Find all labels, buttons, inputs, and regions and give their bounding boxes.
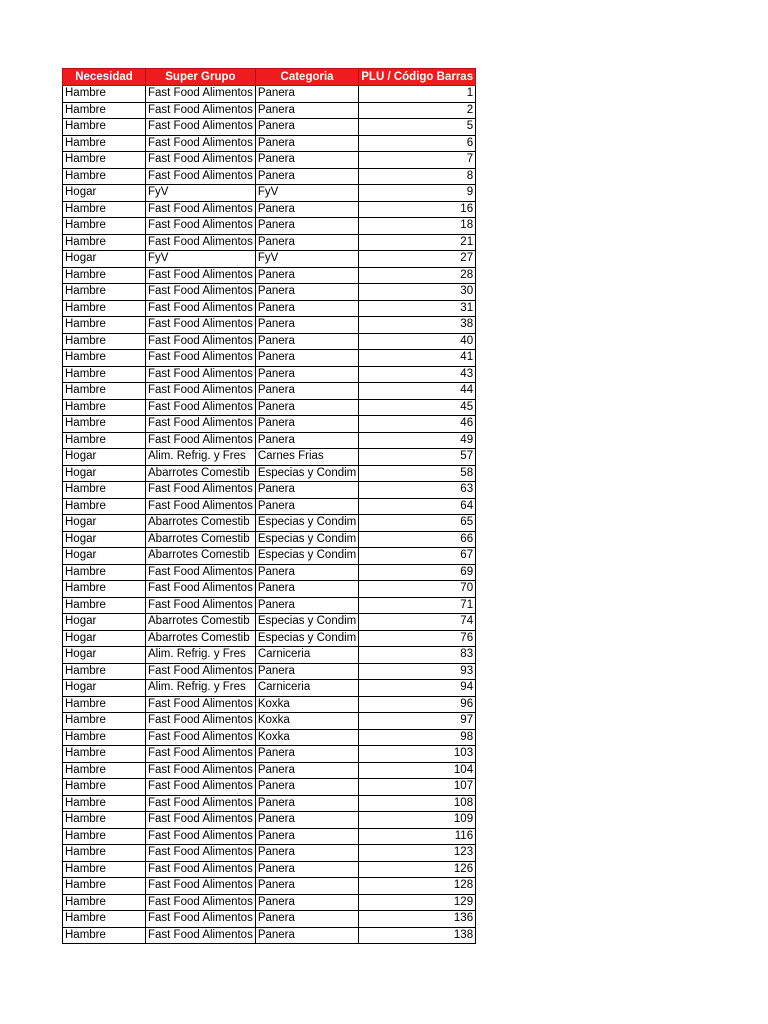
table-row (63, 828, 476, 845)
cell-super-grupo[interactable]: Abarrotes Comestib (146, 614, 256, 631)
cell-super-grupo[interactable]: Fast Food Alimentos (146, 597, 256, 614)
cell-plu[interactable]: 76 (359, 630, 476, 647)
cell-necesidad[interactable]: Hambre (63, 86, 146, 103)
table-row (63, 449, 476, 466)
cell-categoria[interactable]: Panera (255, 746, 358, 763)
table-row (63, 102, 476, 119)
table-row (63, 300, 476, 317)
cell-categoria[interactable]: Panera (255, 878, 358, 895)
cell-plu[interactable]: 71 (359, 597, 476, 614)
cell-categoria[interactable]: Panera (255, 399, 358, 416)
cell-necesidad[interactable]: Hambre (63, 696, 146, 713)
cell-plu[interactable]: 126 (359, 861, 476, 878)
cell-categoria[interactable]: Panera (255, 828, 358, 845)
cell-super-grupo[interactable]: Fast Food Alimentos (146, 779, 256, 796)
cell-necesidad[interactable]: Hogar (63, 548, 146, 565)
cell-super-grupo[interactable]: Abarrotes Comestib (146, 465, 256, 482)
cell-categoria[interactable]: Especias y Condim (255, 531, 358, 548)
cell-plu[interactable]: 45 (359, 399, 476, 416)
cell-plu[interactable]: 58 (359, 465, 476, 482)
cell-super-grupo[interactable]: Fast Food Alimentos (146, 696, 256, 713)
cell-categoria[interactable]: Panera (255, 350, 358, 367)
cell-plu[interactable]: 31 (359, 300, 476, 317)
cell-categoria[interactable]: Especias y Condim (255, 630, 358, 647)
cell-super-grupo[interactable]: Fast Food Alimentos (146, 878, 256, 895)
cell-necesidad[interactable]: Hambre (63, 350, 146, 367)
cell-super-grupo[interactable]: Fast Food Alimentos (146, 234, 256, 251)
cell-super-grupo[interactable]: Fast Food Alimentos (146, 894, 256, 911)
cell-super-grupo[interactable]: Fast Food Alimentos (146, 399, 256, 416)
table-row (63, 548, 476, 565)
cell-plu[interactable]: 138 (359, 927, 476, 944)
cell-necesidad[interactable]: Hambre (63, 845, 146, 862)
table-row (63, 515, 476, 532)
cell-necesidad[interactable]: Hogar (63, 465, 146, 482)
cell-necesidad[interactable]: Hogar (63, 185, 146, 202)
cell-necesidad[interactable]: Hambre (63, 218, 146, 235)
table-row (63, 366, 476, 383)
table-row (63, 498, 476, 515)
cell-super-grupo[interactable]: Fast Food Alimentos (146, 383, 256, 400)
table-row (63, 861, 476, 878)
cell-categoria[interactable]: Panera (255, 482, 358, 499)
cell-necesidad[interactable]: Hambre (63, 399, 146, 416)
cell-plu[interactable]: 2 (359, 102, 476, 119)
cell-super-grupo[interactable]: Fast Food Alimentos (146, 366, 256, 383)
cell-necesidad[interactable]: Hambre (63, 498, 146, 515)
cell-necesidad[interactable]: Hambre (63, 894, 146, 911)
table-row (63, 234, 476, 251)
cell-super-grupo[interactable]: Fast Food Alimentos (146, 168, 256, 185)
cell-plu[interactable]: 98 (359, 729, 476, 746)
cell-categoria[interactable]: Carniceria (255, 680, 358, 697)
cell-categoria[interactable]: FyV (255, 185, 358, 202)
cell-categoria[interactable]: Especias y Condim (255, 515, 358, 532)
cell-super-grupo[interactable]: Fast Food Alimentos (146, 713, 256, 730)
cell-super-grupo[interactable]: Fast Food Alimentos (146, 135, 256, 152)
table-row (63, 680, 476, 697)
cell-categoria[interactable]: Panera (255, 168, 358, 185)
table-row (63, 845, 476, 862)
cell-categoria[interactable]: Panera (255, 812, 358, 829)
table-row (63, 201, 476, 218)
cell-plu[interactable]: 104 (359, 762, 476, 779)
cell-plu[interactable]: 96 (359, 696, 476, 713)
cell-plu[interactable]: 70 (359, 581, 476, 598)
header-super-grupo[interactable]: Super Grupo (146, 69, 256, 86)
cell-plu[interactable]: 64 (359, 498, 476, 515)
cell-plu[interactable]: 67 (359, 548, 476, 565)
cell-super-grupo[interactable]: Fast Food Alimentos (146, 102, 256, 119)
cell-plu[interactable]: 7 (359, 152, 476, 169)
cell-categoria[interactable]: Panera (255, 861, 358, 878)
cell-categoria[interactable]: Panera (255, 894, 358, 911)
cell-plu[interactable]: 8 (359, 168, 476, 185)
cell-plu[interactable]: 1 (359, 86, 476, 103)
cell-categoria[interactable]: Carnes Frias (255, 449, 358, 466)
cell-necesidad[interactable]: Hambre (63, 927, 146, 944)
cell-necesidad[interactable]: Hambre (63, 119, 146, 136)
table-row (63, 168, 476, 185)
cell-categoria[interactable]: Panera (255, 333, 358, 350)
cell-categoria[interactable]: Panera (255, 152, 358, 169)
table-row (63, 399, 476, 416)
cell-super-grupo[interactable]: Abarrotes Comestib (146, 548, 256, 565)
cell-plu[interactable]: 108 (359, 795, 476, 812)
cell-categoria[interactable]: Panera (255, 119, 358, 136)
cell-plu[interactable]: 136 (359, 911, 476, 928)
cell-super-grupo[interactable]: Fast Food Alimentos (146, 201, 256, 218)
cell-necesidad[interactable]: Hambre (63, 284, 146, 301)
table-row (63, 86, 476, 103)
table-row (63, 284, 476, 301)
cell-categoria[interactable]: FyV (255, 251, 358, 268)
cell-plu[interactable]: 16 (359, 201, 476, 218)
cell-plu[interactable]: 5 (359, 119, 476, 136)
table-row (63, 581, 476, 598)
cell-necesidad[interactable]: Hambre (63, 861, 146, 878)
cell-plu[interactable]: 41 (359, 350, 476, 367)
cell-categoria[interactable]: Panera (255, 795, 358, 812)
table-row (63, 762, 476, 779)
spreadsheet-table (62, 68, 476, 944)
header-plu-codigo-barras[interactable]: PLU / Código Barras (359, 69, 476, 86)
cell-necesidad[interactable]: Hogar (63, 449, 146, 466)
header-necesidad[interactable]: Necesidad (63, 69, 146, 86)
table-row (63, 152, 476, 169)
table-row (63, 119, 476, 136)
header-categoria[interactable]: Categoria (255, 69, 358, 86)
cell-plu[interactable]: 69 (359, 564, 476, 581)
cell-necesidad[interactable]: Hambre (63, 663, 146, 680)
cell-plu[interactable]: 6 (359, 135, 476, 152)
cell-super-grupo[interactable]: Fast Food Alimentos (146, 746, 256, 763)
cell-super-grupo[interactable]: Fast Food Alimentos (146, 812, 256, 829)
cell-categoria[interactable]: Panera (255, 234, 358, 251)
table-row (63, 333, 476, 350)
cell-plu[interactable]: 30 (359, 284, 476, 301)
cell-plu[interactable]: 27 (359, 251, 476, 268)
cell-plu[interactable]: 38 (359, 317, 476, 334)
cell-categoria[interactable]: Panera (255, 383, 358, 400)
cell-necesidad[interactable]: Hogar (63, 630, 146, 647)
table-row (63, 746, 476, 763)
cell-plu[interactable]: 43 (359, 366, 476, 383)
cell-categoria[interactable]: Panera (255, 845, 358, 862)
table-row (63, 812, 476, 829)
table-row (63, 630, 476, 647)
cell-categoria[interactable]: Panera (255, 284, 358, 301)
cell-categoria[interactable]: Panera (255, 218, 358, 235)
cell-necesidad[interactable]: Hambre (63, 267, 146, 284)
cell-necesidad[interactable]: Hambre (63, 729, 146, 746)
cell-super-grupo[interactable]: Fast Food Alimentos (146, 267, 256, 284)
cell-super-grupo[interactable]: Alim. Refrig. y Fres (146, 680, 256, 697)
cell-categoria[interactable]: Especias y Condim (255, 548, 358, 565)
cell-necesidad[interactable]: Hambre (63, 317, 146, 334)
cell-plu[interactable]: 128 (359, 878, 476, 895)
cell-super-grupo[interactable]: Fast Food Alimentos (146, 284, 256, 301)
cell-super-grupo[interactable]: Fast Food Alimentos (146, 498, 256, 515)
cell-categoria[interactable]: Panera (255, 416, 358, 433)
cell-necesidad[interactable]: Hambre (63, 234, 146, 251)
table-row (63, 729, 476, 746)
cell-plu[interactable]: 116 (359, 828, 476, 845)
cell-plu[interactable]: 18 (359, 218, 476, 235)
header-row (63, 69, 476, 86)
table-row (63, 795, 476, 812)
cell-necesidad[interactable]: Hambre (63, 911, 146, 928)
cell-plu[interactable]: 46 (359, 416, 476, 433)
cell-necesidad[interactable]: Hambre (63, 102, 146, 119)
cell-super-grupo[interactable]: Fast Food Alimentos (146, 333, 256, 350)
table-row (63, 482, 476, 499)
cell-super-grupo[interactable]: Fast Food Alimentos (146, 861, 256, 878)
table-row (63, 185, 476, 202)
cell-categoria[interactable]: Panera (255, 300, 358, 317)
table-row (63, 597, 476, 614)
cell-super-grupo[interactable]: Alim. Refrig. y Fres (146, 647, 256, 664)
cell-super-grupo[interactable]: FyV (146, 251, 256, 268)
cell-categoria[interactable]: Koxka (255, 713, 358, 730)
cell-plu[interactable]: 9 (359, 185, 476, 202)
cell-super-grupo[interactable]: FyV (146, 185, 256, 202)
cell-plu[interactable]: 28 (359, 267, 476, 284)
cell-categoria[interactable]: Panera (255, 597, 358, 614)
cell-necesidad[interactable]: Hambre (63, 597, 146, 614)
cell-categoria[interactable]: Panera (255, 86, 358, 103)
cell-categoria[interactable]: Panera (255, 927, 358, 944)
cell-plu[interactable]: 103 (359, 746, 476, 763)
cell-necesidad[interactable]: Hambre (63, 762, 146, 779)
table-body (63, 86, 476, 944)
cell-super-grupo[interactable]: Fast Food Alimentos (146, 317, 256, 334)
cell-super-grupo[interactable]: Fast Food Alimentos (146, 927, 256, 944)
cell-categoria[interactable]: Koxka (255, 729, 358, 746)
cell-super-grupo[interactable]: Fast Food Alimentos (146, 581, 256, 598)
cell-necesidad[interactable]: Hambre (63, 168, 146, 185)
cell-super-grupo[interactable]: Fast Food Alimentos (146, 86, 256, 103)
cell-super-grupo[interactable]: Alim. Refrig. y Fres (146, 449, 256, 466)
cell-categoria[interactable]: Panera (255, 432, 358, 449)
table-row (63, 779, 476, 796)
cell-categoria[interactable]: Koxka (255, 696, 358, 713)
cell-categoria[interactable]: Panera (255, 663, 358, 680)
cell-plu[interactable]: 57 (359, 449, 476, 466)
cell-categoria[interactable]: Carniceria (255, 647, 358, 664)
cell-categoria[interactable]: Panera (255, 317, 358, 334)
cell-super-grupo[interactable]: Fast Food Alimentos (146, 762, 256, 779)
cell-plu[interactable]: 44 (359, 383, 476, 400)
cell-necesidad[interactable]: Hambre (63, 828, 146, 845)
cell-necesidad[interactable]: Hambre (63, 300, 146, 317)
cell-categoria[interactable]: Panera (255, 267, 358, 284)
cell-necesidad[interactable]: Hogar (63, 515, 146, 532)
cell-necesidad[interactable]: Hogar (63, 680, 146, 697)
cell-categoria[interactable]: Panera (255, 911, 358, 928)
cell-necesidad[interactable]: Hambre (63, 366, 146, 383)
cell-plu[interactable]: 83 (359, 647, 476, 664)
cell-necesidad[interactable]: Hambre (63, 152, 146, 169)
cell-super-grupo[interactable]: Fast Food Alimentos (146, 300, 256, 317)
cell-plu[interactable]: 93 (359, 663, 476, 680)
cell-super-grupo[interactable]: Fast Food Alimentos (146, 152, 256, 169)
table-row (63, 894, 476, 911)
cell-necesidad[interactable]: Hambre (63, 713, 146, 730)
table-row (63, 531, 476, 548)
cell-necesidad[interactable]: Hambre (63, 333, 146, 350)
cell-necesidad[interactable]: Hambre (63, 383, 146, 400)
cell-super-grupo[interactable]: Abarrotes Comestib (146, 531, 256, 548)
cell-plu[interactable]: 74 (359, 614, 476, 631)
cell-categoria[interactable]: Panera (255, 366, 358, 383)
table-row (63, 911, 476, 928)
cell-necesidad[interactable]: Hogar (63, 531, 146, 548)
table-row (63, 350, 476, 367)
cell-necesidad[interactable]: Hogar (63, 647, 146, 664)
cell-super-grupo[interactable]: Fast Food Alimentos (146, 432, 256, 449)
table-row (63, 614, 476, 631)
table-row (63, 251, 476, 268)
cell-super-grupo[interactable]: Fast Food Alimentos (146, 350, 256, 367)
table-row (63, 218, 476, 235)
cell-necesidad[interactable]: Hambre (63, 779, 146, 796)
cell-plu[interactable]: 49 (359, 432, 476, 449)
cell-super-grupo[interactable]: Fast Food Alimentos (146, 845, 256, 862)
cell-necesidad[interactable]: Hambre (63, 812, 146, 829)
table-row (63, 927, 476, 944)
table-row (63, 317, 476, 334)
table-row (63, 465, 476, 482)
cell-super-grupo[interactable]: Fast Food Alimentos (146, 564, 256, 581)
cell-categoria[interactable]: Panera (255, 564, 358, 581)
cell-necesidad[interactable]: Hambre (63, 135, 146, 152)
table-row (63, 432, 476, 449)
cell-necesidad[interactable]: Hambre (63, 878, 146, 895)
cell-super-grupo[interactable]: Fast Food Alimentos (146, 795, 256, 812)
cell-super-grupo[interactable]: Fast Food Alimentos (146, 218, 256, 235)
cell-categoria[interactable]: Panera (255, 581, 358, 598)
cell-super-grupo[interactable]: Fast Food Alimentos (146, 729, 256, 746)
cell-categoria[interactable]: Panera (255, 201, 358, 218)
cell-necesidad[interactable]: Hambre (63, 432, 146, 449)
cell-categoria[interactable]: Panera (255, 102, 358, 119)
table-row (63, 713, 476, 730)
cell-plu[interactable]: 21 (359, 234, 476, 251)
table-row (63, 647, 476, 664)
table-row (63, 383, 476, 400)
cell-super-grupo[interactable]: Fast Food Alimentos (146, 911, 256, 928)
cell-plu[interactable]: 63 (359, 482, 476, 499)
cell-plu[interactable]: 129 (359, 894, 476, 911)
table-row (63, 135, 476, 152)
cell-plu[interactable]: 40 (359, 333, 476, 350)
cell-categoria[interactable]: Panera (255, 779, 358, 796)
cell-necesidad[interactable]: Hambre (63, 416, 146, 433)
cell-necesidad[interactable]: Hambre (63, 482, 146, 499)
cell-necesidad[interactable]: Hambre (63, 581, 146, 598)
table-row (63, 696, 476, 713)
table-row (63, 878, 476, 895)
cell-necesidad[interactable]: Hambre (63, 795, 146, 812)
cell-necesidad[interactable]: Hogar (63, 614, 146, 631)
cell-necesidad[interactable]: Hambre (63, 564, 146, 581)
table-row (63, 663, 476, 680)
cell-plu[interactable]: 97 (359, 713, 476, 730)
cell-super-grupo[interactable]: Fast Food Alimentos (146, 663, 256, 680)
cell-super-grupo[interactable]: Fast Food Alimentos (146, 416, 256, 433)
cell-plu[interactable]: 123 (359, 845, 476, 862)
table-row (63, 267, 476, 284)
cell-categoria[interactable]: Panera (255, 762, 358, 779)
cell-plu[interactable]: 107 (359, 779, 476, 796)
cell-plu[interactable]: 65 (359, 515, 476, 532)
cell-categoria[interactable]: Especias y Condim (255, 465, 358, 482)
table-row (63, 564, 476, 581)
cell-super-grupo[interactable]: Fast Food Alimentos (146, 119, 256, 136)
cell-super-grupo[interactable]: Abarrotes Comestib (146, 515, 256, 532)
cell-necesidad[interactable]: Hambre (63, 201, 146, 218)
cell-super-grupo[interactable]: Abarrotes Comestib (146, 630, 256, 647)
cell-super-grupo[interactable]: Fast Food Alimentos (146, 828, 256, 845)
cell-categoria[interactable]: Panera (255, 498, 358, 515)
cell-categoria[interactable]: Panera (255, 135, 358, 152)
cell-plu[interactable]: 109 (359, 812, 476, 829)
cell-super-grupo[interactable]: Fast Food Alimentos (146, 482, 256, 499)
cell-necesidad[interactable]: Hogar (63, 251, 146, 268)
table-row (63, 416, 476, 433)
cell-necesidad[interactable]: Hambre (63, 746, 146, 763)
cell-plu[interactable]: 66 (359, 531, 476, 548)
cell-plu[interactable]: 94 (359, 680, 476, 697)
cell-categoria[interactable]: Especias y Condim (255, 614, 358, 631)
